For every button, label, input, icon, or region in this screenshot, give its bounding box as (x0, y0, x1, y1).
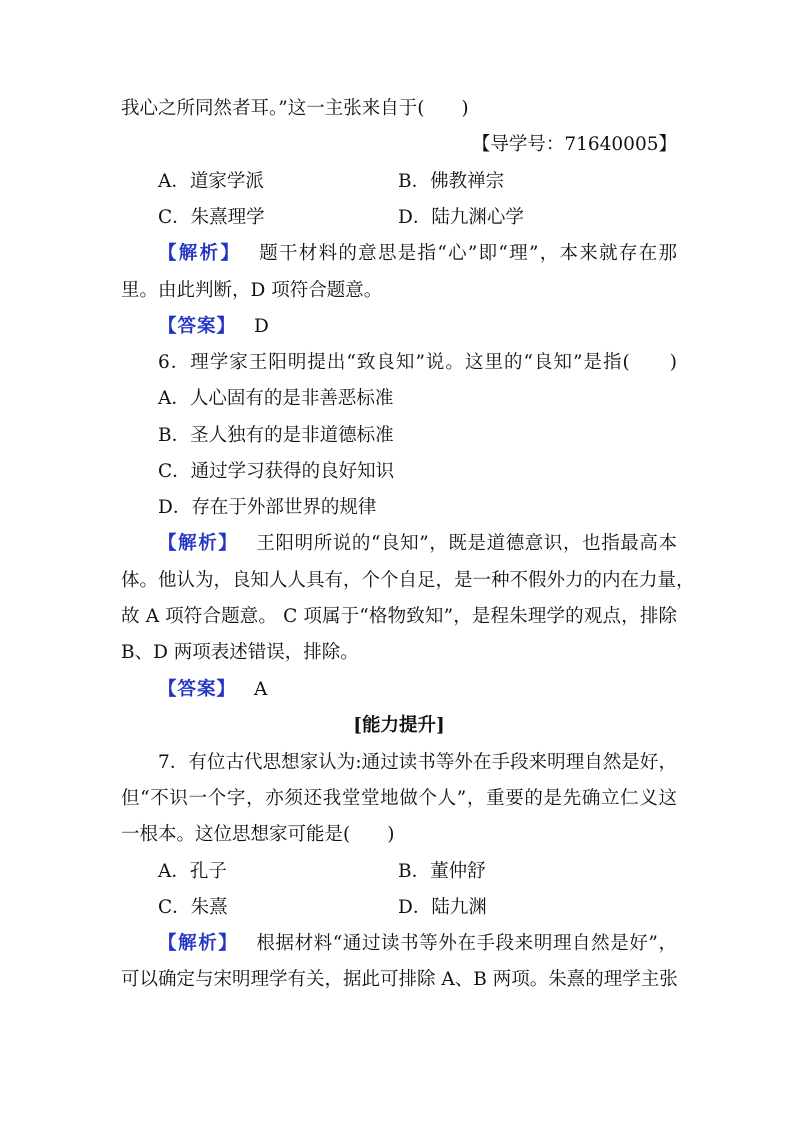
q5-analysis-line-2: 里。由此判断，D 项符合题意。 (121, 280, 383, 301)
q5-analysis-tag: 【解析】 (158, 243, 242, 264)
q6-option-b: B．圣人独有的是非道德标准 (158, 425, 394, 446)
q5-answer (158, 315, 677, 339)
q6-option-a: A．人心固有的是非善恶标准 (158, 388, 394, 409)
q5-analysis-line-1 (158, 242, 677, 266)
q6-analysis-line-1 (158, 532, 677, 556)
q7-option-d: D．陆九渊 (398, 897, 487, 918)
q6-option-d: D．存在于外部世界的规律 (158, 497, 377, 518)
q6-answer-value: A (254, 679, 268, 700)
q6-analysis-line-2: 体。他认为，良知人人具有，个个自足，是一种不假外力的内在力量， (121, 570, 695, 591)
q5-option-d: D．陆九渊心学 (398, 207, 524, 228)
guide-number: 【导学号：71640005】 (471, 134, 677, 155)
q6-stem: 6．理学家王阳明提出“致良知”说。这里的“良知”是指( ) (158, 352, 677, 373)
q5-stem-tail: 我心之所同然者耳。”这一主张来自于( ) (121, 98, 469, 119)
q5-option-b: B．佛教禅宗 (398, 171, 505, 192)
q7-option-b: B．董仲舒 (398, 861, 486, 882)
q7-stem-line-3: 一根本。这位思想家可能是( ) (121, 824, 395, 845)
q6-answer (158, 678, 677, 702)
q7-analysis-line-2: 可以确定与宋明理学有关，据此可排除 A、B 两项。朱熹的理学主张 (121, 969, 678, 990)
section-title: [能力提升] (353, 715, 445, 736)
q7-analysis-text-1: 根据材料“通过读书等外在手段来明理自然是好”， (256, 933, 677, 954)
q6-option-c: C．通过学习获得的良好知识 (158, 461, 395, 482)
q7-analysis-tag: 【解析】 (158, 933, 239, 954)
q5-answer-tag: 【答案】 (158, 316, 237, 337)
q7-stem-line-1: 7．有位古代思想家认为:通过读书等外在手段来明理自然是好， (158, 752, 677, 773)
q6-analysis-tag: 【解析】 (158, 533, 239, 554)
q7-option-c: C．朱熹 (158, 897, 228, 918)
q5-analysis-text-1: 题干材料的意思是指“心”即“理”，本来就存在那 (259, 243, 677, 264)
q6-analysis-line-3: 故 A 项符合题意。 C 项属于“格物致知”，是程朱理学的观点，排除 (121, 606, 677, 627)
q5-answer-value: D (254, 316, 269, 337)
q5-option-c: C．朱熹理学 (158, 207, 265, 228)
q7-option-a: A．孔子 (158, 861, 227, 882)
q7-stem-line-2: 但“不识一个字，亦须还我堂堂地做个人”，重要的是先确立仁义这 (121, 788, 677, 809)
q5-option-a: A．道家学派 (158, 171, 264, 192)
q6-answer-tag: 【答案】 (158, 679, 237, 700)
q7-analysis-line-1 (158, 932, 677, 956)
q6-analysis-text-1: 王阳明所说的“良知”，既是道德意识，也指最高本 (256, 533, 677, 554)
q6-analysis-line-4: B、D 两项表述错误，排除。 (121, 642, 359, 663)
